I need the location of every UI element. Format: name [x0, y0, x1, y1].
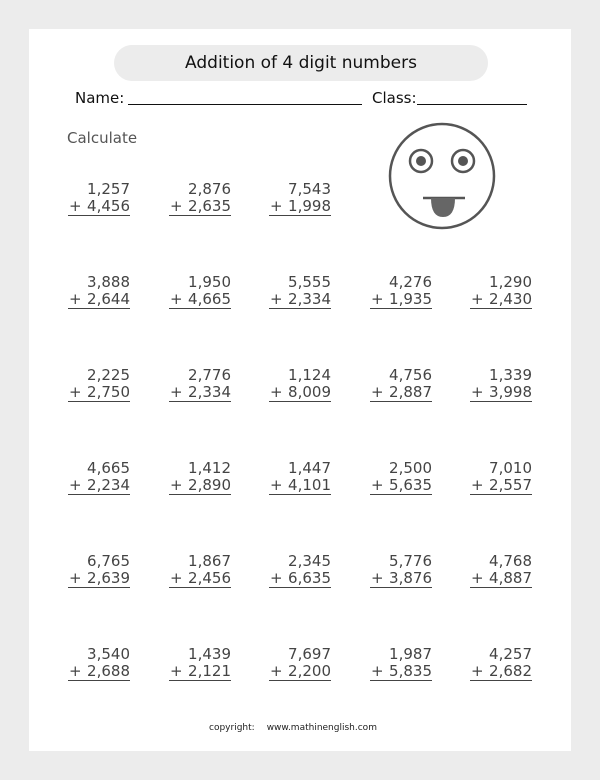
plus-sign: + — [170, 197, 183, 215]
addend-bottom-value: 2,334 — [188, 383, 231, 401]
addend-bottom — [370, 384, 432, 402]
website-link[interactable]: www.mathinenglish.com — [266, 723, 377, 733]
plus-sign: + — [371, 662, 384, 680]
name-label: Name: — [75, 89, 125, 107]
addend-bottom-value: 4,101 — [288, 476, 331, 494]
addend-bottom-value: 4,456 — [87, 197, 130, 215]
plus-sign: + — [471, 662, 484, 680]
plus-sign: + — [69, 197, 82, 215]
plus-sign: + — [371, 383, 384, 401]
addend-bottom — [370, 477, 432, 495]
addend-bottom-value: 4,665 — [188, 290, 231, 308]
addend-bottom — [169, 384, 231, 402]
addition-problem — [470, 367, 532, 402]
tongue-out-face-icon — [387, 121, 497, 231]
plus-sign: + — [471, 569, 484, 587]
addend-top: 7,697 — [288, 645, 331, 663]
plus-sign: + — [170, 476, 183, 494]
plus-sign: + — [69, 569, 82, 587]
addend-top: 1,439 — [188, 645, 231, 663]
plus-sign: + — [270, 290, 283, 308]
addend-bottom — [470, 663, 532, 681]
addition-problem — [470, 553, 532, 588]
plus-sign: + — [69, 290, 82, 308]
addend-bottom — [169, 663, 231, 681]
addend-bottom — [269, 570, 331, 588]
addition-problem — [68, 274, 130, 309]
addition-problem — [370, 367, 432, 402]
addend-bottom-value: 1,935 — [389, 290, 432, 308]
addition-problem — [169, 553, 231, 588]
addend-top: 4,276 — [389, 273, 432, 291]
addend-bottom-value: 5,635 — [389, 476, 432, 494]
addition-problem — [68, 460, 130, 495]
addend-bottom — [68, 384, 130, 402]
plus-sign: + — [270, 476, 283, 494]
addend-top: 1,124 — [288, 366, 331, 384]
addend-bottom — [169, 291, 231, 309]
addend-top: 1,257 — [87, 180, 130, 198]
addend-bottom — [169, 570, 231, 588]
plus-sign: + — [471, 476, 484, 494]
plus-sign: + — [170, 569, 183, 587]
addend-bottom — [370, 570, 432, 588]
addition-problem — [470, 646, 532, 681]
addend-top: 7,543 — [288, 180, 331, 198]
plus-sign: + — [471, 383, 484, 401]
addend-top: 2,776 — [188, 366, 231, 384]
plus-sign: + — [471, 290, 484, 308]
addend-bottom-value: 2,890 — [188, 476, 231, 494]
addend-bottom — [370, 291, 432, 309]
addend-bottom — [68, 198, 130, 216]
addition-problem — [470, 460, 532, 495]
addend-top: 4,665 — [87, 459, 130, 477]
addend-bottom-value: 4,887 — [489, 569, 532, 587]
addend-bottom — [269, 198, 331, 216]
addend-top: 2,500 — [389, 459, 432, 477]
addend-top: 1,412 — [188, 459, 231, 477]
addend-bottom — [68, 663, 130, 681]
plus-sign: + — [371, 290, 384, 308]
instruction-text: Calculate — [67, 129, 138, 147]
addend-bottom — [269, 663, 331, 681]
addition-problem — [269, 181, 331, 216]
addend-bottom-value: 2,635 — [188, 197, 231, 215]
addend-bottom-value: 6,635 — [288, 569, 331, 587]
addend-bottom — [470, 291, 532, 309]
addition-problem — [370, 646, 432, 681]
addend-top: 2,345 — [288, 552, 331, 570]
addend-top: 7,010 — [489, 459, 532, 477]
plus-sign: + — [170, 383, 183, 401]
addition-problem — [470, 274, 532, 309]
addend-bottom-value: 2,639 — [87, 569, 130, 587]
addend-top: 1,339 — [489, 366, 532, 384]
plus-sign: + — [270, 383, 283, 401]
addition-problem — [169, 274, 231, 309]
addition-problem — [169, 181, 231, 216]
addend-top: 2,876 — [188, 180, 231, 198]
addend-top: 1,447 — [288, 459, 331, 477]
addition-problem — [370, 460, 432, 495]
addend-top: 3,540 — [87, 645, 130, 663]
addend-top: 2,225 — [87, 366, 130, 384]
plus-sign: + — [69, 662, 82, 680]
plus-sign: + — [270, 569, 283, 587]
plus-sign: + — [371, 569, 384, 587]
addend-top: 5,776 — [389, 552, 432, 570]
addend-bottom — [169, 198, 231, 216]
addend-bottom-value: 2,887 — [389, 383, 432, 401]
addend-bottom — [269, 384, 331, 402]
addend-bottom — [269, 291, 331, 309]
addition-problem — [269, 646, 331, 681]
addend-top: 6,765 — [87, 552, 130, 570]
addend-top: 4,756 — [389, 366, 432, 384]
copyright-label: copyright: — [209, 723, 255, 733]
addend-bottom — [470, 570, 532, 588]
addend-bottom-value: 2,430 — [489, 290, 532, 308]
addend-top: 3,888 — [87, 273, 130, 291]
addend-bottom — [370, 663, 432, 681]
worksheet-page — [29, 29, 571, 751]
addition-problem — [68, 367, 130, 402]
addend-bottom — [470, 384, 532, 402]
addend-bottom-value: 3,998 — [489, 383, 532, 401]
addend-top: 4,257 — [489, 645, 532, 663]
addition-problem — [68, 553, 130, 588]
addend-top: 1,987 — [389, 645, 432, 663]
addend-bottom-value: 2,334 — [288, 290, 331, 308]
addend-top: 1,867 — [188, 552, 231, 570]
addend-bottom — [269, 477, 331, 495]
addition-problem — [370, 553, 432, 588]
addend-bottom-value: 1,998 — [288, 197, 331, 215]
addition-problem — [269, 274, 331, 309]
addend-bottom-value: 2,688 — [87, 662, 130, 680]
addend-bottom — [470, 477, 532, 495]
addend-bottom-value: 2,557 — [489, 476, 532, 494]
addend-bottom-value: 5,835 — [389, 662, 432, 680]
addition-problem — [269, 460, 331, 495]
name-field-line[interactable] — [128, 104, 362, 105]
plus-sign: + — [170, 290, 183, 308]
addend-top: 4,768 — [489, 552, 532, 570]
addition-problem — [269, 553, 331, 588]
class-label: Class: — [372, 89, 417, 107]
plus-sign: + — [69, 383, 82, 401]
addend-bottom — [68, 570, 130, 588]
addition-problem — [169, 646, 231, 681]
class-field-line[interactable] — [417, 104, 527, 105]
worksheet-title: Addition of 4 digit numbers — [114, 45, 488, 81]
plus-sign: + — [170, 662, 183, 680]
addend-bottom — [68, 291, 130, 309]
plus-sign: + — [270, 197, 283, 215]
addend-bottom-value: 2,682 — [489, 662, 532, 680]
addition-problem — [169, 367, 231, 402]
addend-bottom-value: 2,234 — [87, 476, 130, 494]
addend-bottom-value: 2,121 — [188, 662, 231, 680]
addend-bottom-value: 2,456 — [188, 569, 231, 587]
addend-bottom-value: 8,009 — [288, 383, 331, 401]
addition-problem — [68, 646, 130, 681]
addend-top: 1,950 — [188, 273, 231, 291]
addition-problem — [269, 367, 331, 402]
addend-bottom — [68, 477, 130, 495]
addend-bottom-value: 2,750 — [87, 383, 130, 401]
addend-bottom — [169, 477, 231, 495]
addend-top: 1,290 — [489, 273, 532, 291]
addend-bottom-value: 2,644 — [87, 290, 130, 308]
plus-sign: + — [69, 476, 82, 494]
addition-problem — [370, 274, 432, 309]
addend-bottom-value: 2,200 — [288, 662, 331, 680]
plus-sign: + — [270, 662, 283, 680]
addend-bottom-value: 3,876 — [389, 569, 432, 587]
footer — [209, 723, 377, 733]
addition-problem — [169, 460, 231, 495]
addition-problem — [68, 181, 130, 216]
addend-top: 5,555 — [288, 273, 331, 291]
plus-sign: + — [371, 476, 384, 494]
